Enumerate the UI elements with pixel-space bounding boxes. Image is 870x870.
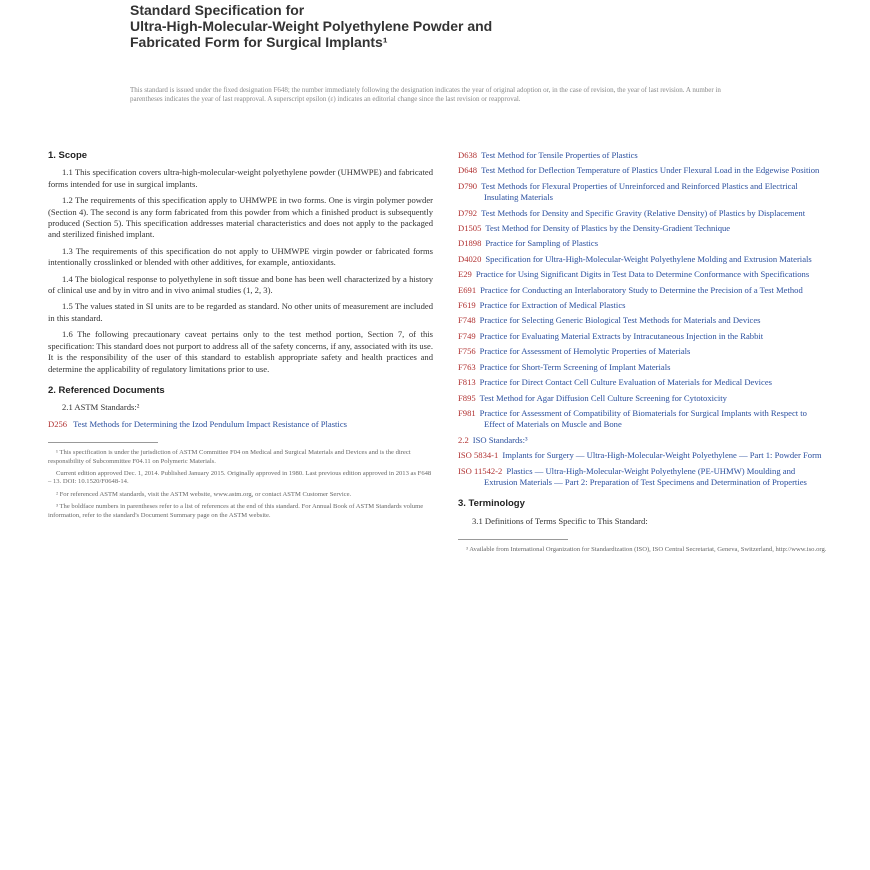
title-line-1: Standard Specification for	[130, 2, 305, 18]
section-1-heading: 1. Scope	[48, 150, 88, 161]
section-3-heading: 3. Terminology	[458, 498, 525, 510]
reference-title-link[interactable]: Test Method for Tensile Properties of Plastics	[481, 150, 638, 160]
reference-number: F813	[458, 377, 476, 388]
reference-title-link[interactable]: Practice for Evaluating Material Extracts by Intracutaneous Injection in the Rabbit	[479, 330, 764, 341]
reference-number: F763	[458, 361, 476, 372]
reference-number: ISO 5834-1	[458, 450, 499, 461]
reference-number: D648	[458, 165, 478, 176]
reference-title-link[interactable]: Test Methods for Flexural Properties of Unreinforced and Reinforced Plastics and Electrical Insulating Materials	[481, 180, 798, 203]
reference-title-link[interactable]: Test Method for Density of Plastics by the Density-Gradient Technique	[485, 223, 731, 234]
reference-number: E691	[458, 284, 477, 295]
paragraph-2-1: 2.1 ASTM Standards:²	[62, 402, 140, 413]
reference-item[interactable]	[458, 254, 828, 265]
title-line-2: Ultra-High-Molecular-Weight Polyethylene Powder and	[130, 18, 493, 34]
reference-number: F981	[458, 407, 476, 418]
reference-number: F895	[458, 392, 476, 403]
footnote-iso: ³ Available from International Organization for Standardization (ISO), ISO Central Secretariat, Geneva, Switzerland, http://www.iso.org.	[466, 546, 827, 554]
issuance-note: This standard is issued under the fixed designation F648; the number immediately following the designation indicates the year of original adoption or, in the case of revision, the year of last revision. A number in parentheses indicates the year of last reapproval. A superscript epsilon (ε) indicates an editorial change since the last revision or reapproval.	[130, 86, 721, 103]
document-title	[130, 2, 750, 50]
reference-item[interactable]	[458, 315, 828, 326]
reference-number: F749	[458, 330, 476, 341]
reference-title-link[interactable]: Test Methods for Determining the Izod Pendulum Impact Resistance of Plastics	[73, 418, 347, 429]
paragraph-1-3: 1.3 The requirements of this specification do not apply to UHMWPE virgin powder or fabricated forms intentionally crosslinked or blended with other additives, for example, antioxidants.	[48, 245, 433, 268]
reference-title-link[interactable]: Test Methods for Density and Specific Gravity (Relative Density) of Plastics by Displacement	[481, 207, 806, 218]
left-column	[48, 150, 433, 524]
right-column	[458, 150, 828, 559]
section-2-heading: 2. Referenced Documents	[48, 384, 165, 396]
reference-title-link[interactable]: Practice for Short-Term Screening of Implant Materials	[479, 361, 671, 372]
reference-item[interactable]	[458, 223, 828, 234]
reference-title-link[interactable]: Practice for Assessment of Compatibility of Biomaterials for Surgical Implants with Respect to Effect of Materials on Muscle and Bone	[479, 407, 807, 430]
reference-item[interactable]	[458, 466, 828, 489]
reference-item[interactable]	[458, 238, 828, 249]
reference-number: ISO 11542-2	[458, 465, 503, 476]
footnote-separator-right	[458, 539, 568, 540]
paragraph-1-5: 1.5 The values stated in SI units are to be regarded as standard. No other units of measurement are included in this standard.	[48, 301, 433, 323]
footnote-separator	[48, 442, 158, 443]
reference-number: D792	[458, 207, 478, 218]
reference-item[interactable]	[458, 362, 828, 373]
paragraph-1-2: 1.2 The requirements of this specification apply to UHMWPE in two forms. One is virgin polymer powder (Section 4). The second is any form fabricated from this powder from which a finished product is subsequently produced (Section 5). This specification addresses material characteristics and does not apply to the packaged and sterilized finished implant.	[48, 195, 433, 240]
paragraph-1-4: 1.4 The biological response to polyethylene in soft tissue and bone has been well characterized by a history of clinical use and by in vitro and in vivo animal studies (1, 2, 3).	[48, 273, 433, 296]
reference-item[interactable]	[458, 300, 828, 311]
paragraph-1-6: 1.6 The following precautionary caveat pertains only to the test method portion, Section 7, of this specification: This standard does not purport to address all of the safety concerns, if any, associated with its use. It is the responsibility of the user of this standard to establish appropriate safety and health practices and determine the applicability of regulatory limitations prior to use.	[48, 329, 433, 374]
reference-item[interactable]	[458, 181, 828, 204]
reference-list	[458, 150, 828, 488]
footnote-3: ³ The boldface numbers in parentheses refer to a list of references at the end of this standard. For Annual Book of ASTM Standards volume information, refer to the standard's Document Summary page on the ASTM website.	[48, 503, 424, 519]
reference-item[interactable]	[458, 377, 828, 388]
reference-title-link[interactable]: Practice for Using Significant Digits in Test Data to Determine Conformance with Specifications	[475, 269, 810, 280]
reference-number: 2.2	[458, 434, 469, 445]
reference-number: F748	[458, 315, 476, 326]
reference-item[interactable]	[458, 450, 828, 461]
reference-number: D4020	[458, 253, 482, 264]
reference-number: D638	[458, 150, 478, 160]
reference-item[interactable]	[458, 285, 828, 296]
reference-item[interactable]	[458, 208, 828, 219]
reference-title-link[interactable]: Implants for Surgery — Ultra-High-Molecular-Weight Polyethylene — Part 1: Powder Form	[502, 450, 822, 461]
reference-title-link[interactable]: Practice for Extraction of Medical Plastics	[479, 300, 626, 311]
reference-title-link[interactable]: Practice for Selecting Generic Biological Test Methods for Materials and Devices	[479, 315, 761, 326]
reference-item[interactable]	[458, 393, 828, 404]
reference-item[interactable]	[458, 408, 828, 431]
reference-d256[interactable]	[48, 419, 433, 430]
reference-number: F619	[458, 300, 476, 311]
reference-title-link[interactable]: Practice for Direct Contact Cell Culture Evaluation of Materials for Medical Devices	[479, 377, 772, 388]
title-line-3: Fabricated Form for Surgical Implants¹	[130, 34, 388, 50]
reference-title-link[interactable]: ISO Standards:³	[472, 434, 528, 445]
reference-title-link[interactable]: Specification for Ultra-High-Molecular-Weight Polyethylene Molding and Extrusion Materials	[485, 253, 812, 264]
reference-title-link[interactable]: Test Method for Deflection Temperature of Plastics Under Flexural Load in the Edgewise Position	[481, 165, 820, 176]
reference-number: E29	[458, 269, 472, 280]
reference-number: D256	[48, 418, 68, 429]
footnote-1: ¹ This specification is under the jurisdiction of ASTM Committee F04 on Medical and Surgical Materials and Devices and is the direct responsibility of Subcommittee F04.11 on Polymeric Materials.	[48, 449, 411, 465]
footnote-2: ² For referenced ASTM standards, visit the ASTM website, www.astm.org, or contact ASTM Customer Service.	[56, 490, 352, 498]
reference-title-link[interactable]: Practice for Conducting an Interlaboratory Study to Determine the Precision of a Test Method	[480, 284, 803, 295]
reference-number: F756	[458, 346, 476, 357]
paragraph-1-1: 1.1 This specification covers ultra-high-molecular-weight polyethylene powder (UHMWPE) and fabricated forms intended for use in surgical implants.	[48, 167, 433, 189]
reference-title-link[interactable]: Test Method for Agar Diffusion Cell Culture Screening for Cytotoxicity	[479, 392, 727, 403]
footnote-edition: Current edition approved Dec. 1, 2014. Published January 2015. Originally approved in 1980. Last previous edition approved in 2013 as F648 – 13. DOI: 10.1520/F0648-14.	[48, 469, 432, 486]
reference-title-link[interactable]: Practice for Sampling of Plastics	[485, 238, 599, 249]
reference-number: D790	[458, 180, 478, 191]
reference-item[interactable]	[458, 150, 828, 161]
reference-title-link[interactable]: Plastics — Ultra-High-Molecular-Weight Polyethylene (PE-UHMW) Moulding and Extrusion Materials — Part 2: Preparation of Test Specimens and Determination of Properties	[484, 465, 807, 487]
reference-item[interactable]	[458, 269, 828, 280]
reference-item[interactable]	[458, 331, 828, 342]
reference-number: D1505	[458, 223, 482, 234]
paragraph-3-1: 3.1 Definitions of Terms Specific to This Standard:	[472, 515, 648, 526]
reference-number: D1898	[458, 238, 482, 249]
reference-item[interactable]	[458, 346, 828, 357]
reference-item[interactable]	[458, 435, 828, 446]
reference-title-link[interactable]: Practice for Assessment of Hemolytic Properties of Materials	[479, 346, 691, 357]
reference-item[interactable]	[458, 165, 828, 176]
